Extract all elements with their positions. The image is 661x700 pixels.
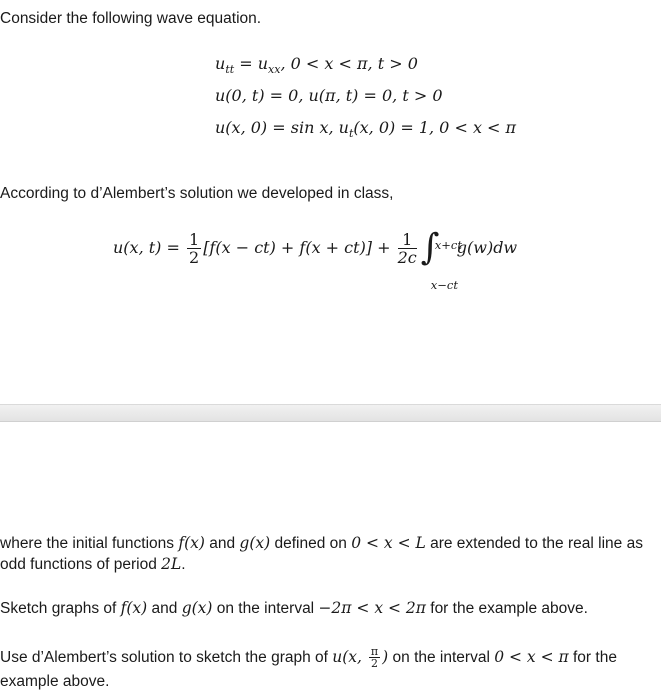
- intro-text: Consider the following wave equation.: [0, 10, 262, 27]
- initial-conditions: u(x, 0) = sin x, $u_t(x$, 0) = 1, 0 < x < π: [215, 118, 517, 141]
- use-question: Use d’Alembert’s solution to sketch the graph of u(x, $\frac{\pi}{2}$ ) on the interval 0 < x < π for the example above.: [0, 645, 617, 690]
- where-paragraph: where the initial functions f(x) and g(x) defined on 0 < x < L are extended to the real line as odd functions of period 2L.: [0, 534, 643, 573]
- one-over-2c-fraction: $\frac{1}{2c}$: [397, 230, 417, 267]
- one-half-fraction: $\frac{1}{2}$: [189, 230, 200, 267]
- page-separator: [0, 404, 661, 422]
- according-text: According to d’Alembert’s solution we developed in class,: [0, 185, 394, 202]
- boundary-conditions: u(0, t) = 0, u(π, t) = 0, t > 0: [215, 86, 443, 105]
- integral-sign: ∫ x+ct x−ct: [420, 226, 462, 292]
- sketch-question: Sketch graphs of f(x) and g(x) on the interval −2π < x < 2π for the example above.: [0, 599, 588, 617]
- pde-equation: $u_{tt} = u_{xx}$, 0 < x < π, t > 0: [215, 54, 418, 77]
- pi-over-2-fraction: $\frac{\pi}{2}$: [370, 645, 379, 671]
- dalembert-formula: u(x, t) = $\frac{1}{2}$ [f(x − ct) + f(x + ct)] + $\frac{1}{2c}$ ∫ x+ct x−ct g(w)dw: [113, 222, 517, 274]
